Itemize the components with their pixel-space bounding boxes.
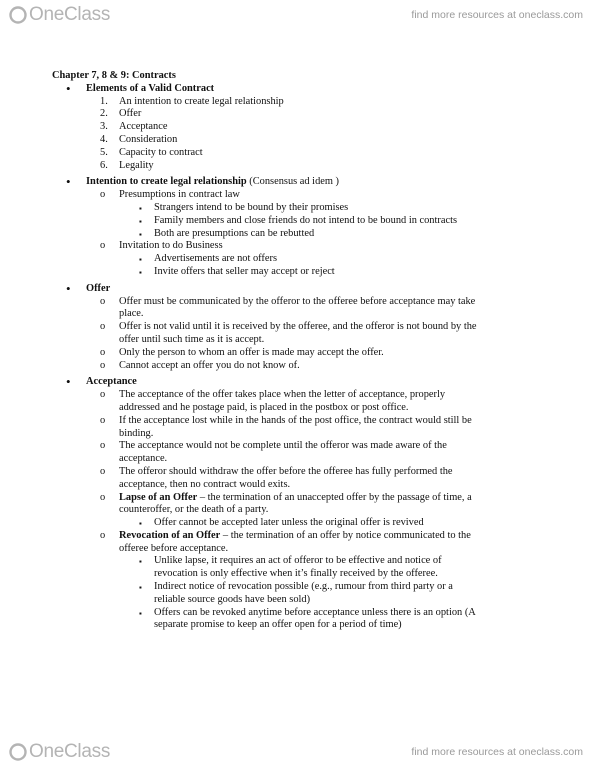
bold-term: Lapse of an Offer <box>119 491 198 503</box>
list-marker: o <box>100 389 106 401</box>
line-text: Capacity to contract <box>119 146 203 158</box>
list-marker: ▪ <box>139 255 142 265</box>
oneclass-logo-icon <box>8 5 28 25</box>
list-item <box>0 543 595 556</box>
bold-term: Intention to create legal relationship <box>86 176 247 188</box>
logo-text-class: Class <box>64 4 111 25</box>
logo-text-one: One <box>29 4 65 25</box>
list-marker: o <box>100 295 106 307</box>
line-text: addressed and he postage paid, is placed in the postbox or post office. <box>119 401 409 413</box>
line-text: Only the person to whom an offer is made may accept the offer. <box>119 346 384 358</box>
line-text: separate promise to keep an offer open for a period of time) <box>154 619 402 631</box>
list-item <box>0 321 595 334</box>
bold-term: Offer <box>86 282 111 294</box>
line-text: reliable source goods have been sold) <box>154 593 311 605</box>
line-text: revocation is only effective when it’s finally received by the offeree. <box>154 568 438 580</box>
logo-text-one: One <box>29 741 65 762</box>
list-item <box>0 415 595 428</box>
list-item <box>0 189 595 202</box>
line-text: Offer <box>119 108 142 120</box>
list-item <box>0 228 595 241</box>
list-marker: o <box>100 491 106 503</box>
list-item <box>0 555 595 568</box>
list-marker: o <box>100 414 106 426</box>
list-item <box>0 253 595 266</box>
document-lines <box>0 80 595 632</box>
list-item <box>0 517 595 530</box>
list-item <box>0 568 595 581</box>
list-item <box>0 530 595 543</box>
list-item <box>0 134 595 147</box>
list-item <box>0 334 595 347</box>
line-text: – the termination of an offer by notice communicated to the <box>220 529 471 541</box>
list-marker: 3. <box>100 121 108 133</box>
oneclass-logo-icon <box>8 742 28 762</box>
list-item <box>0 453 595 466</box>
list-marker: • <box>66 80 71 96</box>
list-item <box>0 160 595 173</box>
list-marker: • <box>66 280 71 296</box>
line-text: Legality <box>119 159 154 171</box>
list-marker: 1. <box>100 95 108 107</box>
line-text: Offer cannot be accepted later unless the original offer is revived <box>154 517 424 529</box>
list-item <box>0 479 595 492</box>
list-marker: 2. <box>100 108 108 120</box>
page-footer <box>0 737 595 769</box>
line-text: Invitation to do Business <box>119 240 223 252</box>
list-marker: ▪ <box>139 557 142 567</box>
list-marker: ▪ <box>139 229 142 239</box>
bold-term: Acceptance <box>86 376 137 388</box>
line-text: The acceptance of the offer takes place when the letter of acceptance, properly <box>119 389 446 401</box>
list-marker: 4. <box>100 133 108 145</box>
oneclass-logo[interactable] <box>8 4 110 26</box>
list-item <box>0 308 595 321</box>
list-item <box>0 440 595 453</box>
line-text: Strangers intend to be bound by their promises <box>154 201 349 213</box>
line-text: acceptance, then no contract would exits. <box>119 478 291 490</box>
list-item <box>0 402 595 415</box>
line-text: binding. <box>119 427 154 439</box>
list-item <box>0 121 595 134</box>
list-item <box>0 296 595 309</box>
line-text: Acceptance <box>119 121 168 133</box>
line-text: Both are presumptions can be rebutted <box>154 227 315 239</box>
list-marker: 6. <box>100 159 108 171</box>
line-text: offer until such time as it is accept. <box>119 333 265 345</box>
line-text: Unlike lapse, it requires an act of offeror to be effective and notice of <box>154 555 442 567</box>
list-item <box>0 376 595 389</box>
list-item <box>0 108 595 121</box>
line-text: Cannot accept an offer you do not know of. <box>119 359 300 371</box>
line-text: Offer must be communicated by the offeror to the offeree before acceptance may take <box>119 295 476 307</box>
line-text: Offers can be revoked anytime before acceptance unless there is an option (A <box>154 606 476 618</box>
list-item <box>0 240 595 253</box>
line-text: Presumptions in contract law <box>119 189 240 201</box>
oneclass-logo-footer[interactable] <box>8 741 110 763</box>
list-marker: o <box>100 240 106 252</box>
line-text: Advertisements are not offers <box>154 253 278 265</box>
list-item <box>0 80 595 96</box>
line-text: Offer is not valid until it is received by the offeree, and the offeror is not bound by the <box>119 321 477 333</box>
list-marker: o <box>100 529 106 541</box>
line-text: place. <box>119 308 144 320</box>
line-text: The acceptance would not be complete until the offeror was made aware of the <box>119 440 447 452</box>
list-marker: 5. <box>100 146 108 158</box>
list-marker: ▪ <box>139 608 142 618</box>
list-item <box>0 280 595 296</box>
bold-term: Elements of a Valid Contract <box>86 82 215 94</box>
list-marker: ▪ <box>139 267 142 277</box>
list-item <box>0 607 595 620</box>
list-item <box>0 347 595 360</box>
line-text: Consideration <box>119 133 178 145</box>
document-title: Chapter 7, 8 & 9: Contracts <box>52 70 176 81</box>
list-item <box>0 619 595 632</box>
list-marker: o <box>100 321 106 333</box>
list-item <box>0 492 595 505</box>
footer-tagline[interactable]: find more resources at oneclass.com <box>411 746 583 758</box>
list-marker: o <box>100 465 106 477</box>
list-marker: o <box>100 440 106 452</box>
list-marker: • <box>66 374 71 390</box>
list-item <box>0 581 595 594</box>
line-text: offeree before acceptance. <box>119 542 229 554</box>
list-item <box>0 594 595 607</box>
list-marker: ▪ <box>139 519 142 529</box>
list-item <box>0 266 595 279</box>
list-item <box>0 96 595 109</box>
line-text: Invite offers that seller may accept or reject <box>154 265 335 277</box>
line-text: An intention to create legal relationship <box>119 95 284 107</box>
page-header <box>0 0 595 32</box>
list-marker: ▪ <box>139 203 142 213</box>
list-item <box>0 504 595 517</box>
line-text: (Consensus ad idem ) <box>246 176 340 188</box>
list-marker: o <box>100 346 106 358</box>
list-item <box>0 215 595 228</box>
bold-term: Revocation of an Offer <box>119 529 221 541</box>
line-text: acceptance. <box>119 453 168 465</box>
line-text: If the acceptance lost while in the hands of the post office, the contract would still be <box>119 414 472 426</box>
header-tagline[interactable]: find more resources at oneclass.com <box>411 9 583 21</box>
list-item <box>0 202 595 215</box>
line-text: counteroffer, or the death of a party. <box>119 504 269 516</box>
list-item <box>0 428 595 441</box>
list-item <box>0 360 595 373</box>
list-marker: ▪ <box>139 216 142 226</box>
list-marker: • <box>66 174 71 190</box>
list-marker: o <box>100 359 106 371</box>
list-item <box>0 389 595 402</box>
list-marker: o <box>100 189 106 201</box>
line-text: Family members and close friends do not intend to be bound in contracts <box>154 214 457 226</box>
list-item <box>0 176 595 189</box>
list-item <box>0 147 595 160</box>
list-marker: ▪ <box>139 583 142 593</box>
list-item <box>0 466 595 479</box>
line-text: – the termination of an unaccepted offer by the passage of time, a <box>197 491 472 503</box>
document-body <box>0 70 595 632</box>
line-text: Indirect notice of revocation possible (e.g., rumour from third party or a <box>154 581 453 593</box>
line-text: The offeror should withdraw the offer before the offeree has fully performed the <box>119 465 453 477</box>
logo-text-class: Class <box>64 741 111 762</box>
